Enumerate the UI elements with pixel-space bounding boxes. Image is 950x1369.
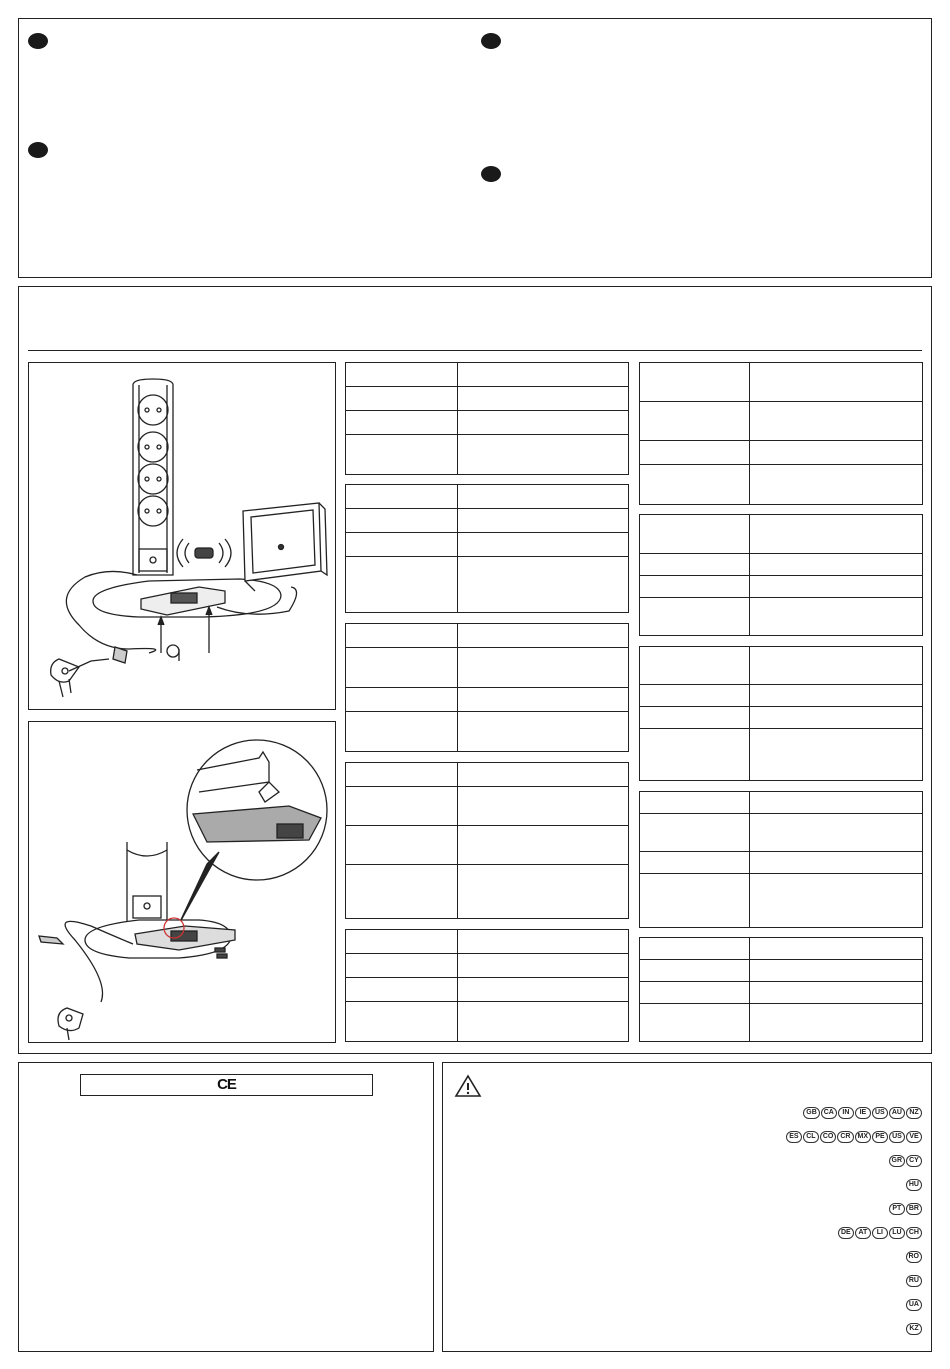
- ce-mark-box: [80, 1074, 373, 1096]
- spec-table-3: [345, 623, 629, 752]
- country-code-badge: LU: [889, 1227, 905, 1239]
- spec-table-4: [345, 762, 629, 919]
- country-code-badge: US: [872, 1107, 888, 1119]
- section-divider: [28, 350, 922, 351]
- spec-table-1: [345, 362, 629, 475]
- country-code-badge: CL: [803, 1131, 819, 1143]
- country-code-badge: CR: [837, 1131, 853, 1143]
- country-code-row: [889, 1203, 922, 1215]
- lang-marker-3: [28, 142, 48, 158]
- country-code-badge: ES: [786, 1131, 802, 1143]
- warning-triangle-icon: [454, 1074, 482, 1098]
- country-code-badge: LI: [872, 1227, 888, 1239]
- figure-panel-1: [28, 362, 336, 710]
- spec-table-9: [639, 791, 923, 928]
- lang-marker-1: [28, 33, 48, 49]
- country-code-badge: IN: [838, 1107, 854, 1119]
- country-code-badge: GR: [889, 1155, 906, 1167]
- country-code-row: [906, 1251, 923, 1263]
- country-code-badge: BR: [906, 1203, 922, 1215]
- warning-section: [442, 1062, 932, 1352]
- figure-panel-2: [28, 721, 336, 1043]
- country-code-badge: CA: [821, 1107, 837, 1119]
- country-code-row: [803, 1107, 922, 1119]
- country-code-badge: AT: [855, 1227, 871, 1239]
- spec-table-6: [639, 362, 923, 505]
- country-code-badge: MX: [855, 1131, 872, 1143]
- lang-marker-4: [481, 166, 501, 182]
- country-code-badge: DE: [838, 1227, 854, 1239]
- country-code-badge: PT: [889, 1203, 905, 1215]
- country-code-row: [838, 1227, 922, 1239]
- country-code-badge: PE: [872, 1131, 888, 1143]
- country-code-row: [889, 1155, 923, 1167]
- country-code-badge: CO: [820, 1131, 837, 1143]
- lang-marker-2: [481, 33, 501, 49]
- ce-mark: CE: [217, 1076, 236, 1093]
- country-code-badge: RU: [906, 1275, 922, 1287]
- country-code-badge: US: [889, 1131, 905, 1143]
- country-code-row: [786, 1131, 922, 1143]
- top-section: [18, 18, 932, 278]
- declaration-section: [18, 1062, 434, 1352]
- country-code-row: [906, 1323, 922, 1335]
- spec-table-5: [345, 929, 629, 1042]
- country-code-badge: UA: [906, 1299, 922, 1311]
- spec-table-2: [345, 484, 629, 613]
- country-code-row: [906, 1179, 922, 1191]
- spec-table-10: [639, 937, 923, 1042]
- country-code-badge: KZ: [906, 1323, 922, 1335]
- country-code-badge: VE: [906, 1131, 922, 1143]
- country-code-badge: CY: [906, 1155, 922, 1167]
- spec-table-7: [639, 514, 923, 636]
- country-code-row: [906, 1299, 922, 1311]
- country-code-badge: GB: [803, 1107, 820, 1119]
- spec-table-8: [639, 646, 923, 781]
- country-code-badge: IE: [855, 1107, 871, 1119]
- country-code-badge: RO: [906, 1251, 923, 1263]
- power-tower-illustration: [29, 363, 335, 709]
- country-code-badge: CH: [906, 1227, 922, 1239]
- country-code-badge: HU: [906, 1179, 922, 1191]
- country-code-badge: NZ: [906, 1107, 922, 1119]
- country-code-row: [906, 1275, 922, 1287]
- country-code-badge: AU: [889, 1107, 905, 1119]
- charger-detail-illustration: [29, 722, 335, 1042]
